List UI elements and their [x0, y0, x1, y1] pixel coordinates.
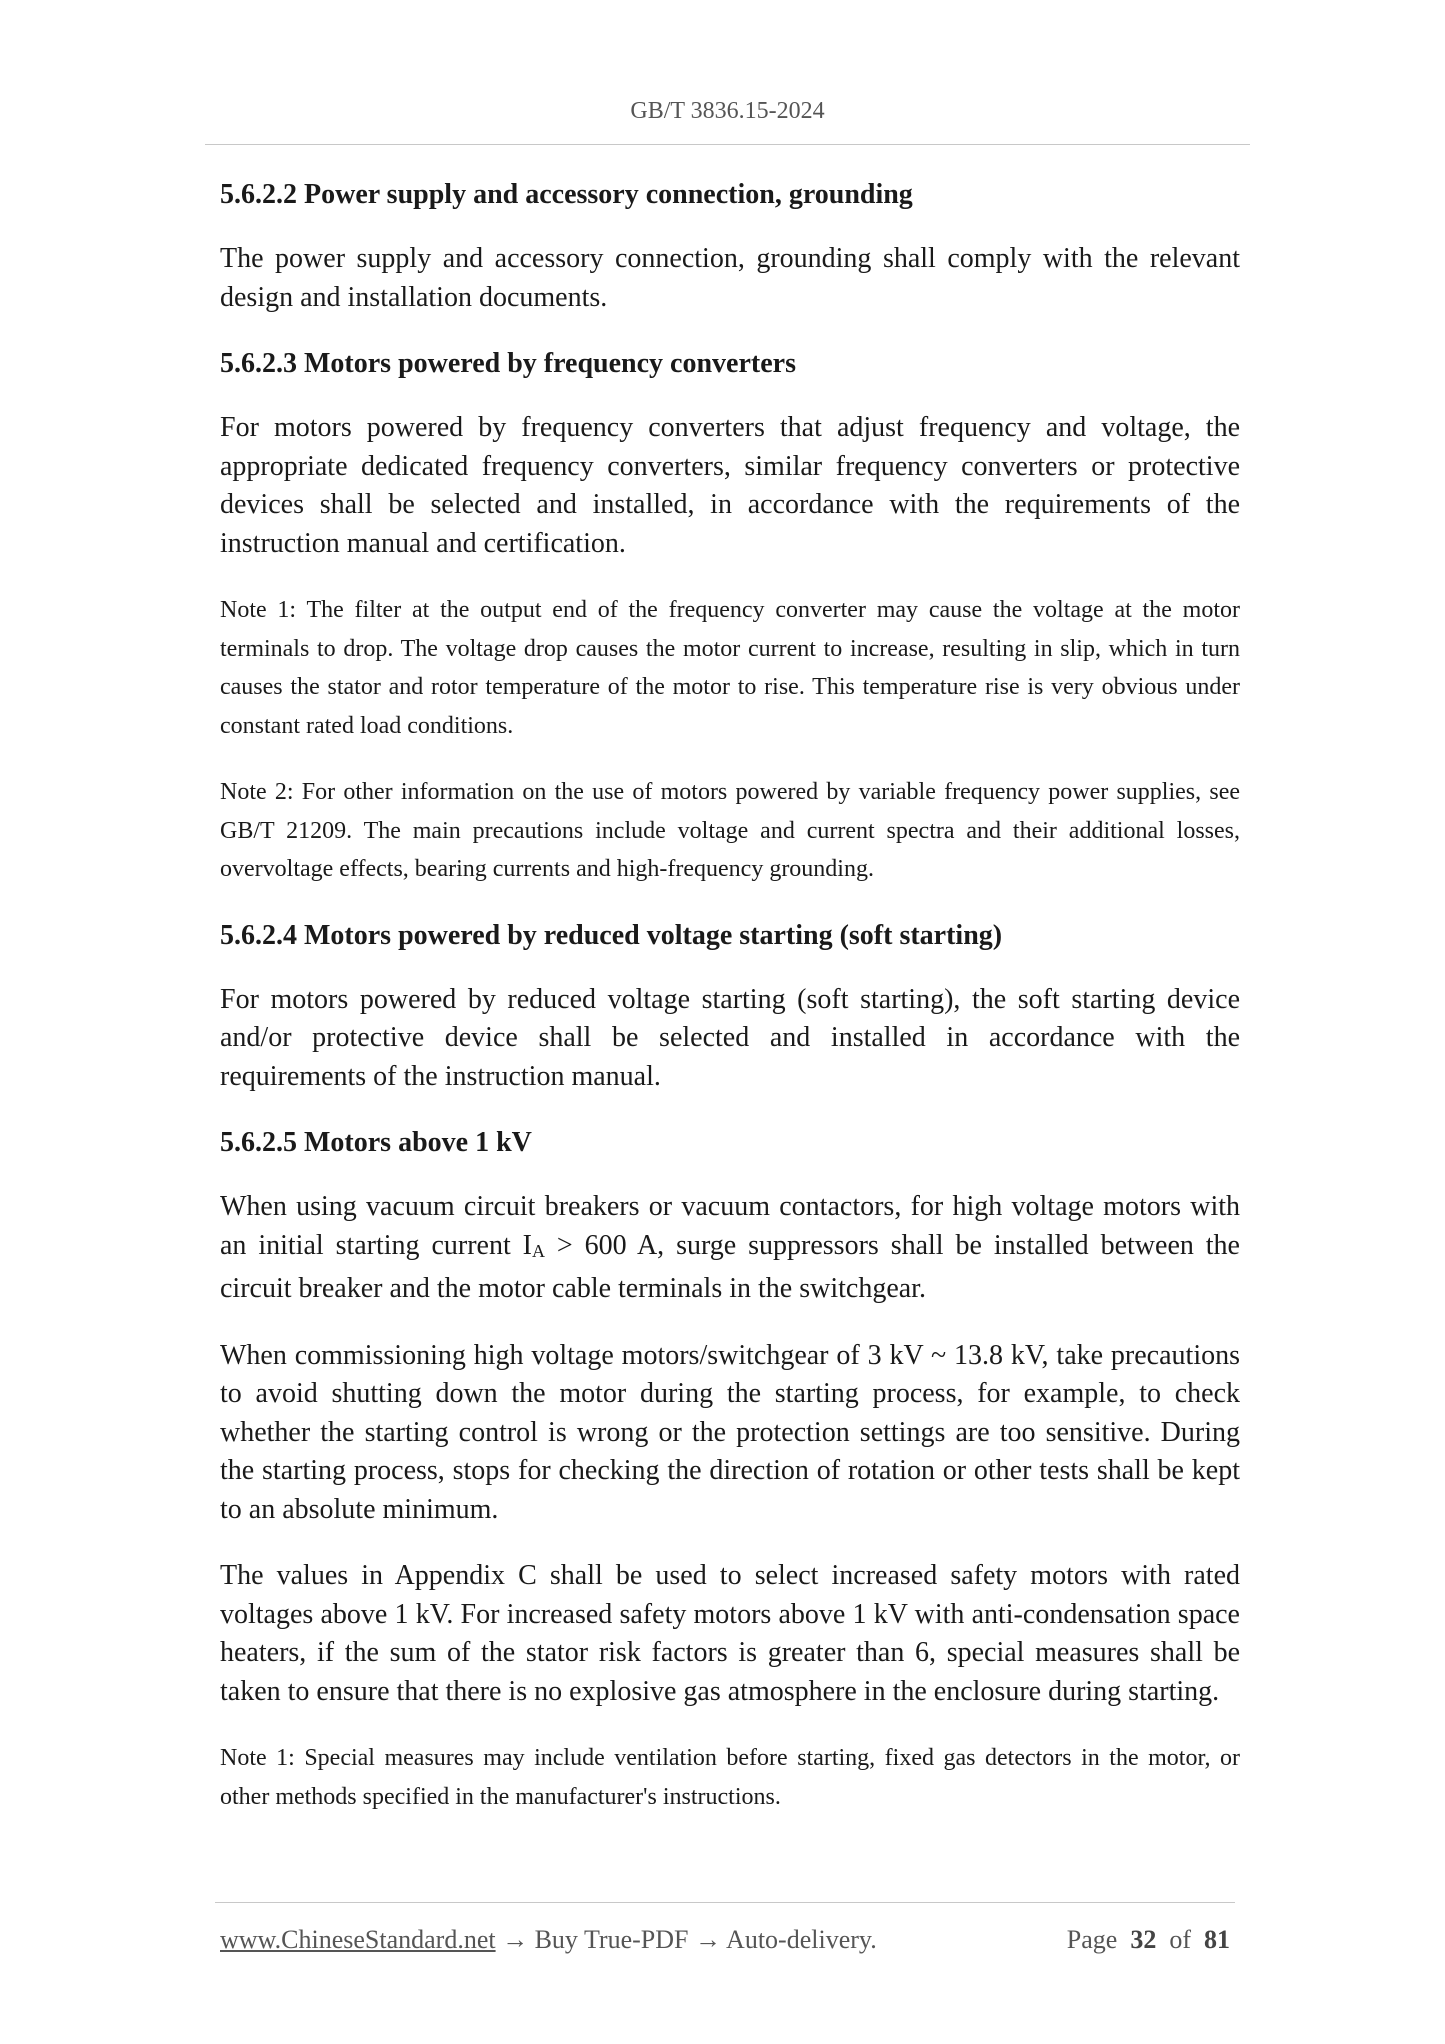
footer-divider — [215, 1902, 1235, 1903]
paragraph: For motors powered by frequency converters that adjust frequency and voltage, the appropriate dedicated frequency converters, similar frequency converters or protective devices shall be selected and installed, in accordance with the requirements of the instruction manual and certification. — [220, 412, 1240, 559]
paragraph: The values in Appendix C shall be used to select increased safety motors with rated voltages above 1 kV. For increased safety motors above 1 kV with anti-condensation space heaters, if the sum of the stator risk factors is greater than 6, special measures shall be taken to ensure that there is no explosive gas atmosphere in the enclosure during starting. — [220, 1560, 1240, 1707]
paragraph-text: > 600 A, surge suppressors shall be installed between the circuit breaker and the motor cable terminals in the switchgear. — [220, 1229, 1240, 1304]
note: Note 1: Special measures may include ventilation before starting, fixed gas detectors in the motor, or other methods specified in the manufacturer's instructions. — [220, 1745, 1240, 1810]
document-body — [220, 176, 1240, 1844]
page-footer — [220, 1920, 1230, 1960]
paragraph — [220, 1188, 1240, 1309]
site-link[interactable]: www.ChineseStandard.net — [220, 1925, 496, 1954]
section-heading-5-6-2-4: 5.6.2.4 Motors powered by reduced voltage starting (soft starting) — [220, 919, 1003, 951]
section-heading-5-6-2-3: 5.6.2.3 Motors powered by frequency converters — [220, 348, 796, 379]
paragraph: The power supply and accessory connection, grounding shall comply with the relevant design and installation documents. — [220, 243, 1240, 313]
page-current: 32 — [1130, 1925, 1157, 1954]
note: Note 2: For other information on the use of motors powered by variable frequency power supplies, see GB/T 21209. The main precautions include voltage and current spectra and their additional losses, overvoltage effects, bearing currents and high-frequency grounding. — [220, 779, 1240, 882]
page-header — [205, 88, 1250, 145]
note: Note 1: The filter at the output end of the frequency converter may cause the voltage at the motor terminals to drop. The voltage drop causes the motor current to increase, resulting in slip, which in turn causes the stator and rotor temperature of the motor to rise. This temperature rise is very obvious under constant rated load conditions. — [220, 597, 1240, 739]
page-word: Page — [1066, 1925, 1118, 1954]
standard-id: GB/T 3836.15-2024 — [630, 98, 825, 124]
paragraph: When commissioning high voltage motors/switchgear of 3 kV ~ 13.8 kV, take precautions to avoid shutting down the motor during the starting process, for example, to check whether the starting control is wrong or the protection settings are too sensitive. During the starting process, stops for checking the direction of rotation or other tests shall be kept to an absolute minimum. — [220, 1339, 1240, 1525]
of-word: of — [1169, 1925, 1191, 1954]
subscript: A — [531, 1240, 545, 1261]
section-heading-5-6-2-2: 5.6.2.2 Power supply and accessory connection, grounding — [220, 179, 913, 210]
paragraph-text: When using vacuum circuit breakers or vacuum contactors, for high voltage motors with an initial starting current I — [220, 1191, 1240, 1261]
paragraph: For motors powered by reduced voltage starting (soft starting), the soft starting device and/or protective device shall be selected and installed in accordance with the requirements of the instruction manual. — [220, 983, 1240, 1092]
section-heading-5-6-2-5: 5.6.2.5 Motors above 1 kV — [220, 1127, 532, 1158]
page-total: 81 — [1204, 1925, 1230, 1954]
footer-tagline: → Buy True-PDF → Auto-delivery. — [495, 1925, 877, 1954]
page-number — [1067, 1920, 1230, 1960]
footer-promo — [220, 1920, 877, 1960]
